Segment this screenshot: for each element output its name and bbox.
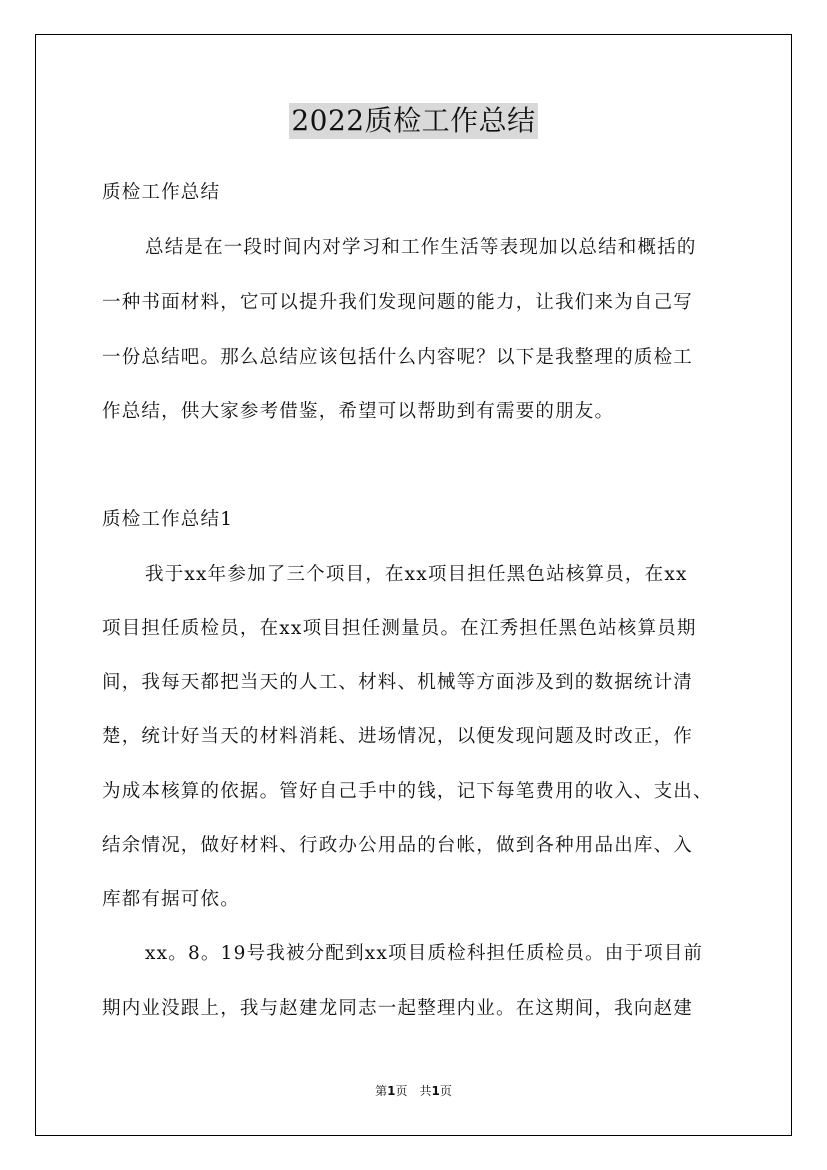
paragraph-line: 结余情况，做好材料、行政办公用品的台帐，做到各种用品出库、入 — [102, 835, 694, 856]
footer-mid: 页 共 — [395, 1084, 432, 1098]
paragraph-line: 为成本核算的依据。管好自己手中的钱，记下每笔费用的收入、支出、 — [102, 781, 713, 802]
paragraph-line: xx。8。19号我被分配到xx项目质检科担任质检员。由于项目前 — [145, 943, 704, 964]
section-heading: 质检工作总结1 — [102, 509, 234, 530]
paragraph-line: 我于xx年参加了三个项目，在xx项目担任黑色站核算员，在xx — [145, 564, 688, 585]
paragraph-line: 楚，统计好当天的材料消耗、进场情况，以便发现问题及时改正，作 — [102, 726, 694, 747]
document-title: 2022质检工作总结 — [291, 104, 536, 137]
paragraph-line: 一种书面材料，它可以提升我们发现问题的能力，让我们来为自己写 — [102, 292, 694, 313]
footer-page-current: 1 — [387, 1084, 396, 1098]
paragraph-line: 总结是在一段时间内对学习和工作生活等表现加以总结和概括的 — [145, 237, 697, 258]
paragraph-line: 期内业没跟上，我与赵建龙同志一起整理内业。在这期间，我向赵建 — [102, 998, 694, 1019]
footer-page-total: 1 — [431, 1084, 440, 1098]
footer-prefix: 第 — [375, 1084, 388, 1098]
paragraph-line: 间，我每天都把当天的人工、材料、机械等方面涉及到的数据统计清 — [102, 672, 694, 693]
paragraph-line: 一份总结吧。那么总结应该包括什么内容呢？以下是我整理的质检工 — [102, 347, 694, 368]
paragraph-line: 项目担任质检员，在xx项目担任测量员。在江秀担任黑色站核算员期 — [102, 618, 697, 639]
title-container — [0, 103, 827, 139]
footer-suffix: 页 — [439, 1084, 452, 1098]
page-footer — [0, 1083, 827, 1099]
paragraph-line: 作总结，供大家参考借鉴，希望可以帮助到有需要的朋友。 — [102, 401, 615, 422]
paragraph-line: 库都有据可依。 — [102, 889, 240, 910]
intro-heading: 质检工作总结 — [102, 182, 221, 203]
